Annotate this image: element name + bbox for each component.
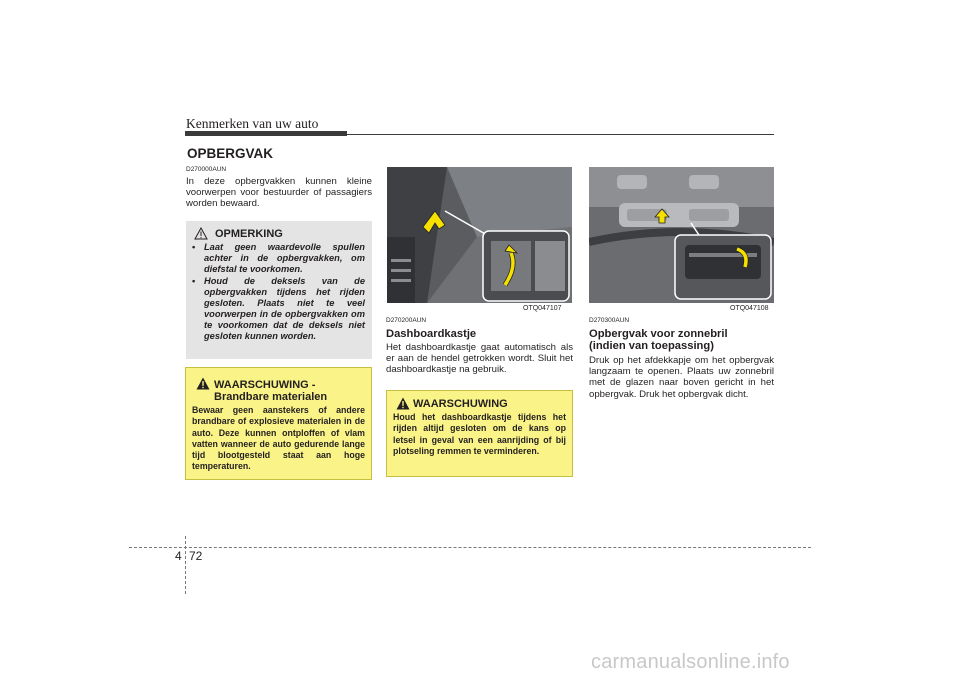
warning-flammable-subtitle: Brandbare materialen (214, 391, 328, 403)
warning-glovebox-title: WAARSCHUWING (413, 398, 508, 410)
warning-glovebox-text: Houd het dashboardkastje tijdens het rijden altijd gesloten om de kans op letsel in geval van een aanrijding of bij plotseling remmen te verminderen. (393, 412, 566, 456)
warning-icon (196, 377, 210, 390)
sunglass-title-line2: (indien van toepassing) (589, 340, 714, 352)
glovebox-illustration (387, 167, 572, 303)
note-box (186, 221, 372, 359)
header-title: Kenmerken van uw auto (186, 116, 319, 131)
chapter-number: 4 (175, 549, 182, 563)
glovebox-text: Het dashboardkastje gaat automatisch als er aan de hendel getrokken wordt. Sluit het dashboardkastje na gebruik. (386, 342, 573, 376)
header-bar (185, 131, 347, 136)
section-title: OPBERGVAK (187, 146, 274, 161)
warning-flammable-box (185, 367, 372, 480)
warning-flammable-text: Bewaar geen aanstekers of andere brandbare of explosieve materialen in de auto. Deze kunnen ontploffen of vlam vatten wanneer de auto gedurende lange tijd blootgesteld staat aan hoge temperaturen. (192, 405, 365, 472)
note-item: • Laat geen waardevolle spullen achter in de opbergvakken, om diefstal te voorkomen. (188, 242, 365, 275)
glovebox-photo (387, 167, 572, 303)
sunglass-photo (589, 167, 774, 303)
glovebox-code: D270200AUN (386, 317, 427, 324)
sunglass-image-code: OTQ047108 (730, 305, 769, 312)
glovebox-title: Dashboardkastje (386, 328, 477, 340)
note-list (188, 242, 365, 343)
header-rule (347, 134, 774, 135)
page-number: 72 (189, 549, 203, 563)
intro-text: In deze opbergvakken kunnen kleine voorwerpen voor bestuurder of passagiers worden bewaard. (186, 176, 372, 210)
caution-icon (194, 227, 208, 240)
footer-divider (185, 536, 186, 594)
sunglass-code: D270300AUN (589, 317, 630, 324)
warning-glovebox-box (386, 390, 573, 477)
watermark: carmanualsonline.info (591, 651, 790, 673)
warning-icon (396, 397, 410, 410)
sunglass-text: Druk op het afdekkapje om het opbergvak langzaam te openen. Plaats uw zonnebril met de glazen naar boven gericht in het opbergvak. Druk het opbergvak dicht. (589, 355, 774, 400)
footer-rule (129, 547, 811, 548)
warning-flammable-title: WAARSCHUWING - (214, 379, 316, 391)
intro-code: D270000AUN (186, 166, 227, 173)
sunglass-title-line1: Opbergvak voor zonnebril (589, 328, 728, 340)
sunglass-illustration (589, 167, 774, 303)
note-title: OPMERKING (215, 227, 283, 240)
note-item: • Houd de deksels van de opbergvakken tijdens het rijden gesloten. Plaats niet te veel voorwerpen in de opbergvakken om te voorkomen dat de deksels niet gesloten kunnen worden. (188, 276, 365, 342)
glovebox-image-code: OTQ047107 (523, 305, 562, 312)
